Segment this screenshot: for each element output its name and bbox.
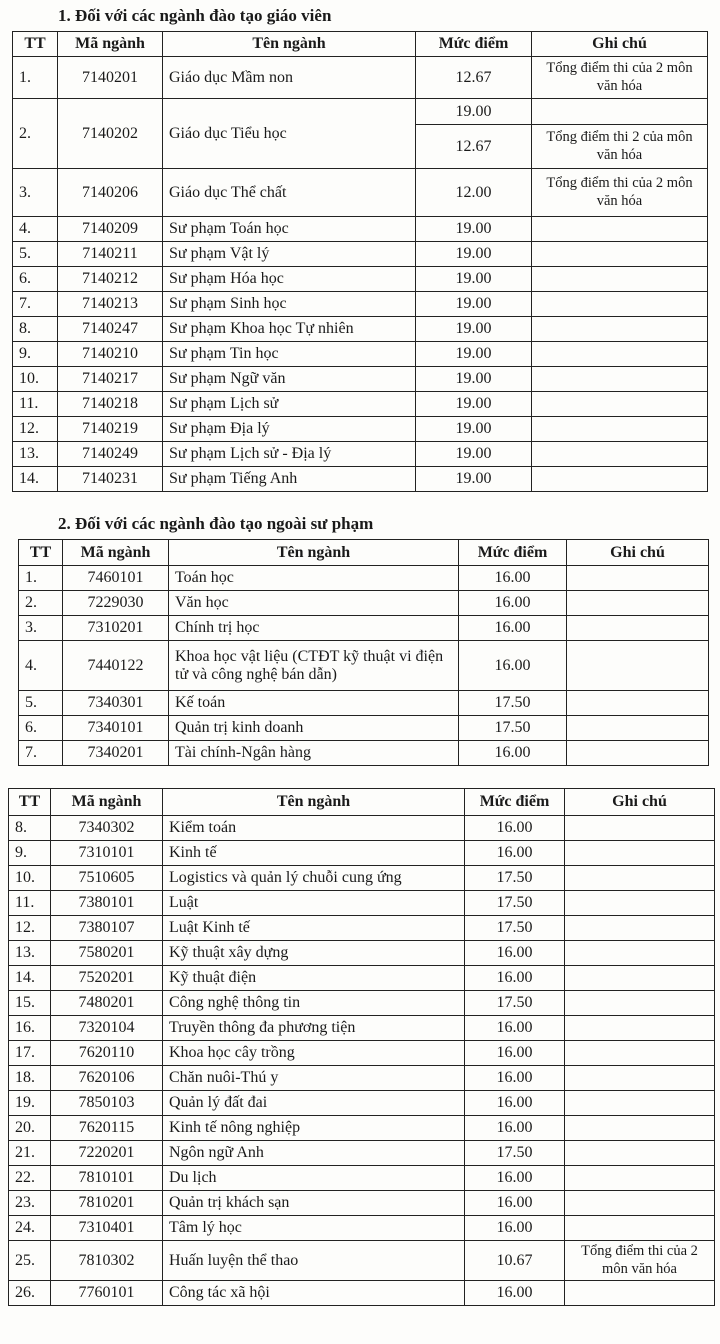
row-code: 7620115 [51,1116,163,1141]
row-name: Khoa học cây trồng [163,1041,465,1066]
table-row [19,616,709,641]
table-row [9,991,715,1016]
row-name: Logistics và quản lý chuỗi cung ứng [163,866,465,891]
row-code: 7310401 [51,1216,163,1241]
row-score: 16.00 [465,1066,565,1091]
header-code: Mã ngành [63,540,169,566]
row-name: Sư phạm Khoa học Tự nhiên [163,317,416,342]
row-note [532,367,708,392]
row-name: Kinh tế [163,841,465,866]
row-tt: 3. [13,169,58,217]
row-score: 19.00 [416,392,532,417]
row-tt: 21. [9,1141,51,1166]
row-name: Tâm lý học [163,1216,465,1241]
row-score: 16.00 [459,591,567,616]
row-note [532,467,708,492]
row-name: Ngôn ngữ Anh [163,1141,465,1166]
row-tt: 25. [9,1241,51,1281]
row-code: 7140219 [58,417,163,442]
non-teacher-training-table [18,539,709,766]
row-name: Sư phạm Lịch sử [163,392,416,417]
row-note [565,1191,715,1216]
row-tt: 22. [9,1166,51,1191]
row-name: Công nghệ thông tin [163,991,465,1016]
table-row [13,367,708,392]
row-note [565,1016,715,1041]
row-tt: 18. [9,1066,51,1091]
row-tt: 16. [9,1016,51,1041]
header-code: Mã ngành [58,32,163,57]
row-tt: 7. [13,292,58,317]
row-tt: 12. [13,417,58,442]
row-name: Sư phạm Lịch sử - Địa lý [163,442,416,467]
section1-title: 1. Đối với các ngành đào tạo giáo viên [58,6,332,25]
row-tt: 13. [9,941,51,966]
table-row [9,1016,715,1041]
row-name: Khoa học vật liệu (CTĐT kỹ thuật vi điện tử và công nghệ bán dẫn) [169,641,459,691]
row-tt: 1. [19,566,63,591]
row-name: Quản lý đất đai [163,1091,465,1116]
table-header-row [13,32,708,57]
row-score: 16.00 [465,841,565,866]
row-note [565,1091,715,1116]
table-row [19,741,709,766]
row-tt: 17. [9,1041,51,1066]
row-name: Sư phạm Địa lý [163,417,416,442]
row-note [565,1281,715,1306]
row-score: 17.50 [465,866,565,891]
row-note [565,1216,715,1241]
row-note [567,741,709,766]
row-score: 17.50 [459,716,567,741]
header-name: Tên ngành [169,540,459,566]
row-score: 16.00 [465,1016,565,1041]
table-row [9,941,715,966]
row-note [565,1141,715,1166]
row-score: 19.00 [416,342,532,367]
header-name: Tên ngành [163,32,416,57]
table-row [19,591,709,616]
row-note [567,616,709,641]
row-note [565,1066,715,1091]
row-name: Chăn nuôi-Thú y [163,1066,465,1091]
row-tt: 8. [9,816,51,841]
row-note [532,317,708,342]
table-row [9,841,715,866]
row-code: 7580201 [51,941,163,966]
row-code: 7140247 [58,317,163,342]
row-tt: 6. [19,716,63,741]
row-score: 19.00 [416,317,532,342]
row-score: 17.50 [465,1141,565,1166]
row-score: 16.00 [465,1166,565,1191]
row-tt: 9. [9,841,51,866]
row-note: Tổng điểm thi của 2 môn văn hóa [532,57,708,99]
row-note [565,941,715,966]
row-name: Truyền thông đa phương tiện [163,1016,465,1041]
row-name: Sư phạm Toán học [163,217,416,242]
row-tt: 14. [13,467,58,492]
row-code: 7310101 [51,841,163,866]
row-tt: 9. [13,342,58,367]
table-row [19,691,709,716]
row-score: 16.00 [459,616,567,641]
row-note [532,267,708,292]
row-code: 7310201 [63,616,169,641]
row-name: Toán học [169,566,459,591]
row-tt: 8. [13,317,58,342]
row-score: 12.00 [416,169,532,217]
row-tt: 23. [9,1191,51,1216]
row-tt: 26. [9,1281,51,1306]
row-note [565,966,715,991]
row-tt: 1. [13,57,58,99]
row-code: 7140210 [58,342,163,367]
row-score: 19.00 [416,99,532,125]
row-name: Sư phạm Hóa học [163,267,416,292]
teacher-training-table [12,31,708,492]
table-row [9,1216,715,1241]
row-code: 7340201 [63,741,169,766]
table-row [9,816,715,841]
row-score: 17.50 [465,891,565,916]
table-row [19,641,709,691]
header-note: Ghi chú [565,789,715,816]
table-row [9,1281,715,1306]
row-name: Huấn luyện thể thao [163,1241,465,1281]
row-code: 7480201 [51,991,163,1016]
row-score: 19.00 [416,217,532,242]
row-score: 16.00 [465,816,565,841]
row-code: 7140218 [58,392,163,417]
row-name: Quản trị kinh doanh [169,716,459,741]
row-tt: 3. [19,616,63,641]
row-code: 7140217 [58,367,163,392]
row-score: 12.67 [416,57,532,99]
row-name: Kỹ thuật xây dựng [163,941,465,966]
row-name: Luật [163,891,465,916]
row-note [532,442,708,467]
row-score: 16.00 [465,941,565,966]
table-row [13,342,708,367]
row-score: 19.00 [416,242,532,267]
table-row [13,417,708,442]
row-tt: 2. [19,591,63,616]
row-tt: 12. [9,916,51,941]
row-name: Kiểm toán [163,816,465,841]
row-code: 7620106 [51,1066,163,1091]
table-row [9,1041,715,1066]
row-tt: 11. [9,891,51,916]
table-row [13,467,708,492]
row-code: 7140231 [58,467,163,492]
table-row [9,866,715,891]
row-code: 7810302 [51,1241,163,1281]
row-tt: 15. [9,991,51,1016]
table-header-row [9,789,715,816]
row-score: 16.00 [459,566,567,591]
row-tt: 20. [9,1116,51,1141]
row-note [565,1116,715,1141]
row-tt: 7. [19,741,63,766]
row-score: 16.00 [465,966,565,991]
row-score: 16.00 [459,741,567,766]
row-score: 16.00 [465,1091,565,1116]
row-note [532,242,708,267]
row-note [532,99,708,125]
table-row [13,317,708,342]
table-row [13,392,708,417]
row-name: Công tác xã hội [163,1281,465,1306]
table-row [9,891,715,916]
row-tt: 10. [13,367,58,392]
row-name: Tài chính-Ngân hàng [169,741,459,766]
row-note [565,1166,715,1191]
row-score-secondary: 12.67 [416,125,532,169]
row-tt: 10. [9,866,51,891]
row-name: Quản trị khách sạn [163,1191,465,1216]
row-name: Chính trị học [169,616,459,641]
row-note [532,342,708,367]
row-code: 7620110 [51,1041,163,1066]
row-tt: 14. [9,966,51,991]
row-note [565,891,715,916]
header-tt: TT [9,789,51,816]
row-note [532,417,708,442]
row-score: 16.00 [465,1191,565,1216]
table-row [13,442,708,467]
header-tt: TT [19,540,63,566]
row-note [565,841,715,866]
row-code: 7140206 [58,169,163,217]
row-note [567,591,709,616]
row-tt: 4. [13,217,58,242]
row-score: 19.00 [416,267,532,292]
row-score: 16.00 [465,1041,565,1066]
header-score: Mức điểm [465,789,565,816]
table-header-row [19,540,709,566]
row-name: Giáo dục Thể chất [163,169,416,217]
table-row [9,1191,715,1216]
row-score: 16.00 [465,1281,565,1306]
row-code: 7220201 [51,1141,163,1166]
table-row [13,217,708,242]
table-row [9,1241,715,1281]
table-row [13,242,708,267]
row-code: 7140212 [58,267,163,292]
row-score: 10.67 [465,1241,565,1281]
row-code: 7340301 [63,691,169,716]
table-row [9,1116,715,1141]
table-row [19,566,709,591]
row-tt: 11. [13,392,58,417]
row-code: 7760101 [51,1281,163,1306]
row-note [565,1041,715,1066]
table-row [9,1066,715,1091]
row-tt: 5. [19,691,63,716]
row-name: Du lịch [163,1166,465,1191]
row-code: 7520201 [51,966,163,991]
row-score: 19.00 [416,417,532,442]
row-tt: 4. [19,641,63,691]
row-code: 7510605 [51,866,163,891]
row-score: 19.00 [416,367,532,392]
row-code: 7380107 [51,916,163,941]
table-row [19,716,709,741]
row-note [565,866,715,891]
row-note [532,392,708,417]
table-row [13,99,708,125]
row-name: Sư phạm Tin học [163,342,416,367]
row-tt: 6. [13,267,58,292]
row-name: Luật Kinh tế [163,916,465,941]
row-score: 16.00 [465,1216,565,1241]
row-code: 7850103 [51,1091,163,1116]
row-name: Sư phạm Sinh học [163,292,416,317]
row-score: 17.50 [465,916,565,941]
row-code: 7380101 [51,891,163,916]
header-score: Mức điểm [459,540,567,566]
row-note [567,691,709,716]
row-code: 7320104 [51,1016,163,1041]
row-code: 7810101 [51,1166,163,1191]
row-note [565,991,715,1016]
row-name: Văn học [169,591,459,616]
row-note [565,916,715,941]
row-note [532,292,708,317]
row-code: 7340302 [51,816,163,841]
row-code: 7810201 [51,1191,163,1216]
non-teacher-training-table-continued [8,788,715,1306]
row-code: 7140211 [58,242,163,267]
row-code: 7140209 [58,217,163,242]
row-tt: 2. [13,99,58,169]
row-name: Kế toán [169,691,459,716]
table-row [9,1166,715,1191]
table-row [9,1141,715,1166]
table-row [13,292,708,317]
row-tt: 13. [13,442,58,467]
row-tt: 19. [9,1091,51,1116]
row-note-secondary: Tổng điểm thi 2 của môn văn hóa [532,125,708,169]
header-note: Ghi chú [567,540,709,566]
table-row [13,169,708,217]
row-note: Tổng điểm thi của 2 môn văn hóa [565,1241,715,1281]
row-score: 16.00 [465,1116,565,1141]
row-code: 7140213 [58,292,163,317]
row-name: Kinh tế nông nghiệp [163,1116,465,1141]
row-note [532,217,708,242]
row-code: 7340101 [63,716,169,741]
row-note [565,816,715,841]
row-score: 16.00 [459,641,567,691]
row-note [567,641,709,691]
row-code: 7229030 [63,591,169,616]
row-name: Giáo dục Mầm non [163,57,416,99]
row-score: 17.50 [459,691,567,716]
row-note [567,716,709,741]
row-score: 19.00 [416,292,532,317]
section2-title: 2. Đối với các ngành đào tạo ngoài sư phạm [58,514,374,533]
row-name: Sư phạm Ngữ văn [163,367,416,392]
row-score: 17.50 [465,991,565,1016]
row-code: 7140201 [58,57,163,99]
row-name: Giáo dục Tiểu học [163,99,416,169]
row-note [567,566,709,591]
table-row [13,267,708,292]
table-row [9,1091,715,1116]
header-tt: TT [13,32,58,57]
row-score: 19.00 [416,442,532,467]
row-name: Sư phạm Tiếng Anh [163,467,416,492]
row-tt: 24. [9,1216,51,1241]
row-score: 19.00 [416,467,532,492]
row-code: 7140249 [58,442,163,467]
row-tt: 5. [13,242,58,267]
header-note: Ghi chú [532,32,708,57]
header-code: Mã ngành [51,789,163,816]
row-code: 7440122 [63,641,169,691]
table-row [9,916,715,941]
row-code: 7460101 [63,566,169,591]
header-name: Tên ngành [163,789,465,816]
row-code: 7140202 [58,99,163,169]
row-name: Kỹ thuật điện [163,966,465,991]
header-score: Mức điểm [416,32,532,57]
row-note: Tổng điểm thi của 2 môn văn hóa [532,169,708,217]
table-row [13,57,708,99]
row-name: Sư phạm Vật lý [163,242,416,267]
table-row [9,966,715,991]
